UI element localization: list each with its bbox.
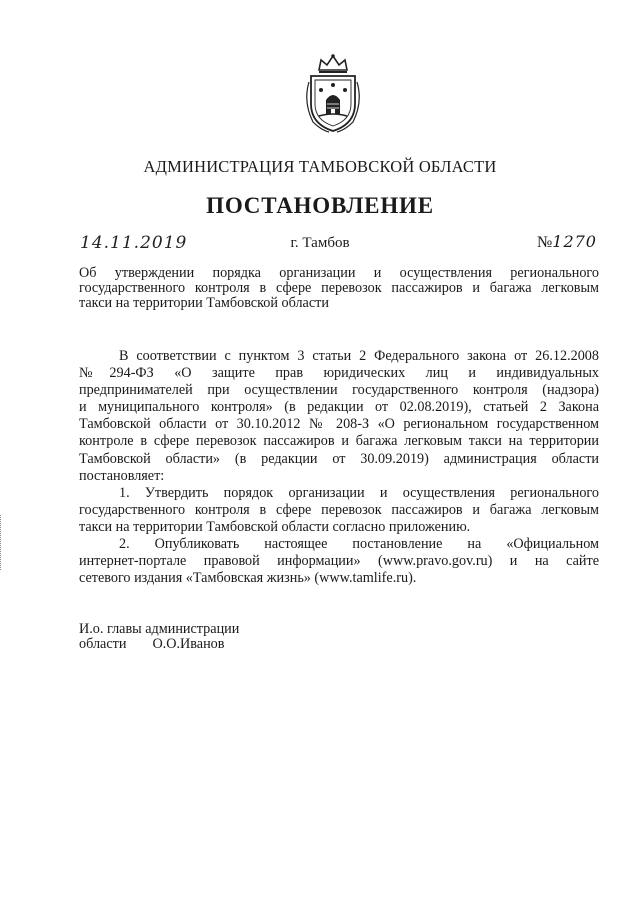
signer-name: О.О.Иванов	[152, 636, 225, 652]
subject-line: Об утверждении порядка организации и осуществления регионального	[79, 265, 599, 281]
signature-block	[79, 622, 239, 652]
body-line: Тамбовской области от 30.10.2012 № 208-З «О региональном государственном	[79, 416, 599, 433]
document-number	[537, 232, 597, 252]
body-line: контроле в сфере перевозок пассажиров и багажа легковым такси на территории	[79, 433, 599, 450]
body-line: предпринимателей при осуществлении государственного контроля (надзора)	[79, 382, 599, 399]
coat-of-arms-icon	[299, 52, 367, 134]
number-prefix: №	[537, 234, 553, 251]
document-city: г. Тамбов	[290, 235, 350, 251]
body-line: такси на территории Тамбовской области согласно приложению.	[79, 518, 471, 535]
body-line: 2. Опубликовать настоящее постановление на «Официальном	[119, 536, 599, 553]
body-line: сетевого издания «Тамбовская жизнь» (www.tamlife.ru).	[79, 570, 417, 587]
document-subject	[79, 266, 599, 310]
document-body	[79, 348, 599, 587]
body-line: №294-ФЗ «О защите прав юридических лиц и индивидуальных	[79, 365, 599, 382]
document-date: 14.11.2019	[80, 233, 188, 253]
subject-line: такси на территории Тамбовской области	[79, 294, 329, 311]
signer-region: области	[79, 636, 127, 652]
body-line: Тамбовской области» (в редакции от 30.09.2019) администрация области	[79, 450, 599, 467]
scan-margin-mark	[0, 515, 3, 570]
body-line: 1. Утвердить порядок организации и осуществления регионального	[119, 484, 599, 501]
body-line: интернет-портале правовой информации» (www.pravo.gov.ru) и на сайте	[79, 553, 599, 570]
signer-position: И.о. главы администрации	[79, 621, 240, 637]
number-value: 1270	[552, 232, 597, 251]
signer-position-line2	[79, 637, 239, 652]
body-line: и муниципального контроля» (в редакции от 02.08.2019), статьей 2 Закона	[79, 399, 599, 416]
document-type-title: ПОСТАНОВЛЕНИЕ	[206, 193, 434, 218]
body-line: постановляет:	[79, 467, 165, 484]
body-line: государственного контроля в сфере перевозок пассажиров и багажа легковым	[79, 501, 599, 518]
body-line: В соответствии с пунктом 3 статьи 2 Федерального закона от 26.12.2008	[119, 348, 599, 364]
subject-line: государственного контроля в сфере перевозок пассажиров и багажа легковым	[79, 279, 599, 296]
organization-name: АДМИНИСТРАЦИЯ ТАМБОВСКОЙ ОБЛАСТИ	[143, 157, 497, 176]
